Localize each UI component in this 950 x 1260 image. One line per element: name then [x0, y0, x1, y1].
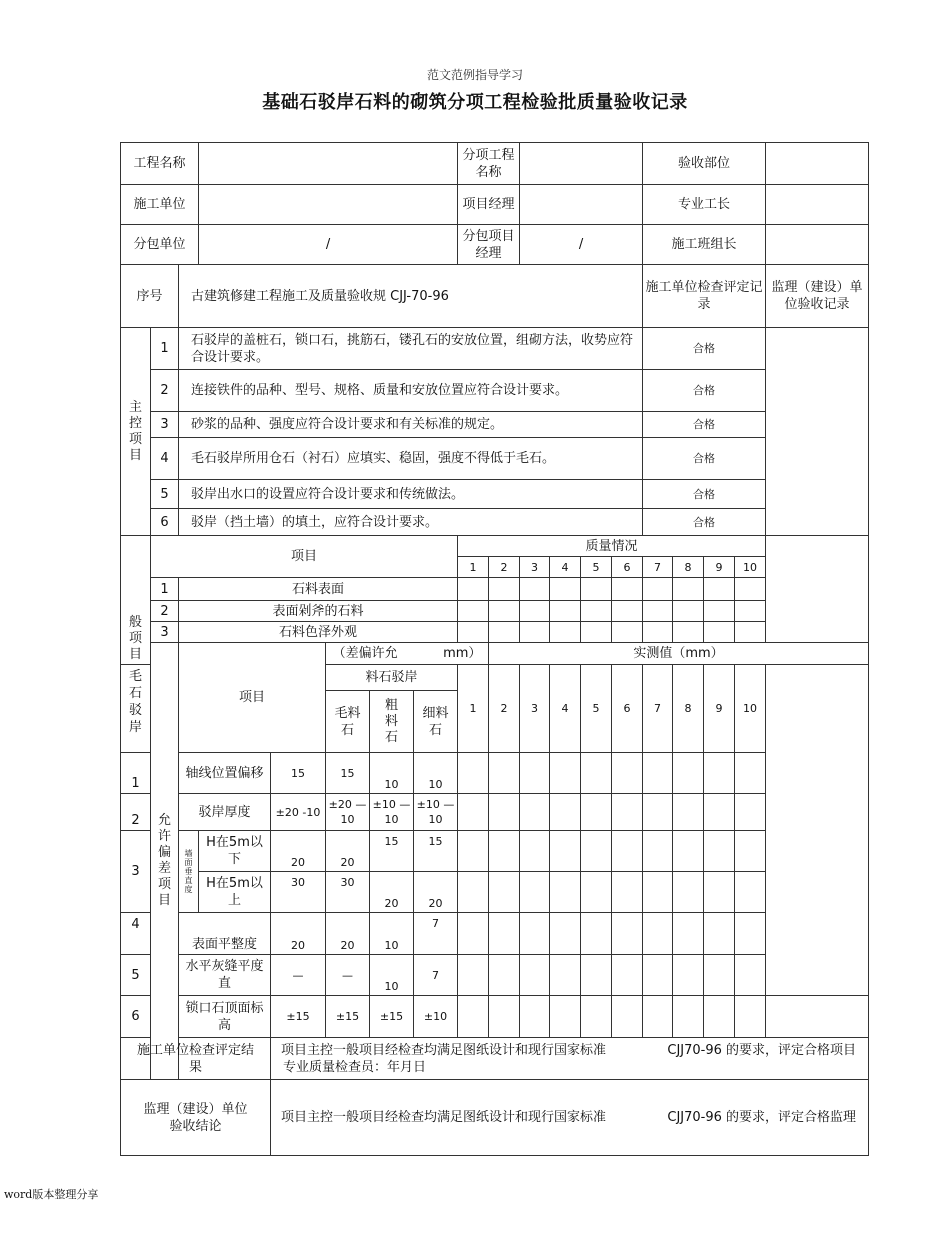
- team-leader-value[interactable]: [766, 225, 869, 265]
- measured-header: 实测值（mm）: [489, 643, 869, 665]
- main-item-result[interactable]: 合格: [643, 328, 766, 370]
- deviation-row-name: H在5m以下: [199, 831, 271, 872]
- quality-col: 2: [489, 557, 520, 578]
- measured-cell[interactable]: [612, 794, 643, 831]
- measured-cell[interactable]: [735, 831, 766, 872]
- measured-cell[interactable]: [458, 913, 489, 955]
- measured-cell[interactable]: [735, 872, 766, 913]
- quality-cell[interactable]: [704, 578, 735, 601]
- measured-cell[interactable]: [704, 996, 735, 1038]
- quality-col: 8: [673, 557, 704, 578]
- general-supervision-cell[interactable]: [766, 536, 869, 643]
- measured-cell[interactable]: [612, 753, 643, 794]
- main-item-no: 4: [151, 438, 179, 480]
- measured-cell[interactable]: [520, 831, 550, 872]
- quality-cell[interactable]: [550, 578, 581, 601]
- allow-value: ±15: [370, 996, 414, 1038]
- measured-cell[interactable]: [520, 955, 550, 996]
- sub-project-value[interactable]: [520, 143, 643, 185]
- supervision-result-label: 监理（建设）单位验收结论: [121, 1080, 271, 1156]
- main-item-text: 砂浆的品种、强度应符合设计要求和有关标准的规定。: [179, 412, 643, 438]
- measured-col: 10: [735, 665, 766, 753]
- allow-value: 15: [370, 831, 414, 872]
- quality-cell[interactable]: [489, 601, 520, 622]
- quality-cell[interactable]: [673, 601, 704, 622]
- construction-unit-value[interactable]: [199, 185, 458, 225]
- measured-col: 4: [550, 665, 581, 753]
- main-item-no: 2: [151, 370, 179, 412]
- main-item-result[interactable]: 合格: [643, 438, 766, 480]
- measured-cell[interactable]: [520, 913, 550, 955]
- quality-cell[interactable]: [581, 622, 612, 643]
- deviation-label: 允许偏差项目: [151, 643, 179, 1080]
- quality-cell[interactable]: [612, 578, 643, 601]
- quality-col: 4: [550, 557, 581, 578]
- measured-cell[interactable]: [643, 831, 673, 872]
- allow-value: ±20 -10: [271, 794, 326, 831]
- subcontractor-label: 分包单位: [121, 225, 199, 265]
- deviation-row-no: 1: [121, 753, 151, 794]
- quality-cell[interactable]: [612, 601, 643, 622]
- measured-cell[interactable]: [550, 996, 581, 1038]
- page-title: 基础石驳岸石料的砌筑分项工程检验批质量验收记录: [262, 92, 688, 113]
- allow-value: ±10 —10: [414, 794, 458, 831]
- quality-cell[interactable]: [489, 622, 520, 643]
- seq-header: 序号: [121, 265, 179, 328]
- measured-col: 7: [643, 665, 673, 753]
- measured-cell[interactable]: [520, 872, 550, 913]
- measured-cell[interactable]: [489, 831, 520, 872]
- quality-cell[interactable]: [489, 578, 520, 601]
- allow-value: 20: [370, 872, 414, 913]
- measured-cell[interactable]: [581, 913, 612, 955]
- team-leader-label: 施工班组长: [643, 225, 766, 265]
- stone-group-header: 料石驳岸: [326, 665, 458, 691]
- quality-cell[interactable]: [581, 578, 612, 601]
- quality-cell[interactable]: [520, 578, 550, 601]
- measured-cell[interactable]: [520, 794, 550, 831]
- deviation-row-name: H在5m以上: [199, 872, 271, 913]
- measured-col: 5: [581, 665, 612, 753]
- main-item-result[interactable]: 合格: [643, 370, 766, 412]
- quality-col: 10: [735, 557, 766, 578]
- quality-col: 9: [704, 557, 735, 578]
- measured-cell[interactable]: [489, 996, 520, 1038]
- deviation-row-no: 5: [121, 955, 151, 996]
- measured-cell[interactable]: [735, 913, 766, 955]
- allow-value: 7: [414, 913, 458, 955]
- measured-cell[interactable]: [704, 913, 735, 955]
- measured-col: 2: [489, 665, 520, 753]
- general-label: 般项目: [121, 536, 151, 665]
- main-item-text: 石驳岸的盖桩石，锁口石，挑筋石，镂孔石的安放位置，组砌方法，收势应符合设计要求。: [179, 328, 643, 370]
- measured-cell[interactable]: [612, 996, 643, 1038]
- general-item-no: 2: [151, 601, 179, 622]
- allow-value: 30: [326, 872, 370, 913]
- allow-value: 20: [271, 831, 326, 872]
- allow-value: 20: [326, 913, 370, 955]
- measured-cell[interactable]: [489, 955, 520, 996]
- measured-cell[interactable]: [550, 831, 581, 872]
- quality-cell[interactable]: [550, 601, 581, 622]
- quality-col: 7: [643, 557, 673, 578]
- measured-cell[interactable]: [735, 955, 766, 996]
- height-group-label: 墙面垂直度: [179, 831, 199, 913]
- measured-cell[interactable]: [550, 794, 581, 831]
- project-name-value[interactable]: [199, 143, 458, 185]
- measured-cell[interactable]: [735, 753, 766, 794]
- measured-cell[interactable]: [735, 794, 766, 831]
- subcontractor-value[interactable]: /: [199, 225, 458, 265]
- main-item-text: 毛石驳岸所用仓石（衬石）应填实、稳固，强度不得低于毛石。: [179, 438, 643, 480]
- main-item-text: 驳岸出水口的设置应符合设计要求和传统做法。: [179, 480, 643, 509]
- measured-cell[interactable]: [704, 955, 735, 996]
- quality-cell[interactable]: [458, 578, 489, 601]
- general-item-no: 3: [151, 622, 179, 643]
- measured-cell[interactable]: [643, 753, 673, 794]
- measured-cell[interactable]: [673, 794, 704, 831]
- quality-cell[interactable]: [735, 601, 766, 622]
- footer-note: word版本整理分享: [4, 1188, 99, 1201]
- general-item-header: 项目: [151, 536, 458, 578]
- construction-result-label: 施工单位检查评定结果: [121, 1038, 271, 1080]
- main-control-label: 主控项目: [121, 328, 151, 536]
- measured-cell[interactable]: [673, 996, 704, 1038]
- allow-value: 20: [326, 831, 370, 872]
- measured-cell[interactable]: [550, 955, 581, 996]
- main-item-no: 5: [151, 480, 179, 509]
- measured-cell[interactable]: [489, 753, 520, 794]
- allow-value: —: [326, 955, 370, 996]
- deviation-supervision-tail[interactable]: [766, 996, 869, 1038]
- main-supervision-cell[interactable]: [766, 328, 869, 536]
- general-item-text: 表面剁斧的石料: [179, 601, 458, 622]
- foreman-value[interactable]: [766, 185, 869, 225]
- rough-stone-header: 毛料石: [326, 691, 370, 753]
- quality-cell[interactable]: [643, 601, 673, 622]
- quality-cell[interactable]: [704, 601, 735, 622]
- measured-cell[interactable]: [550, 872, 581, 913]
- quality-col: 3: [520, 557, 550, 578]
- standard-header: 古建筑修建工程施工及质量验收规 CJJ-70-96: [179, 265, 643, 328]
- measured-cell[interactable]: [489, 913, 520, 955]
- main-item-result[interactable]: 合格: [643, 412, 766, 438]
- quality-col: 1: [458, 557, 489, 578]
- deviation-row-no: 4: [121, 913, 151, 955]
- project-name-label: 工程名称: [121, 143, 199, 185]
- allow-value: 15: [414, 831, 458, 872]
- measured-col: 8: [673, 665, 704, 753]
- allow-value: 10: [370, 753, 414, 794]
- measured-cell[interactable]: [550, 913, 581, 955]
- deviation-row-name: 轴线位置偏移: [179, 753, 271, 794]
- allow-header: （差偏许允 mm）: [326, 643, 489, 665]
- project-manager-label: 项目经理: [458, 185, 520, 225]
- measured-col: 3: [520, 665, 550, 753]
- measured-cell[interactable]: [704, 794, 735, 831]
- measured-cell[interactable]: [550, 753, 581, 794]
- measured-col: 1: [458, 665, 489, 753]
- measured-cell[interactable]: [643, 913, 673, 955]
- allow-value: 30: [271, 872, 326, 913]
- measured-cell[interactable]: [581, 753, 612, 794]
- quality-cell[interactable]: [581, 601, 612, 622]
- measured-cell[interactable]: [704, 753, 735, 794]
- quality-cell[interactable]: [643, 622, 673, 643]
- deviation-item-header: 项目: [179, 643, 326, 753]
- measured-cell[interactable]: [489, 872, 520, 913]
- measured-cell[interactable]: [612, 913, 643, 955]
- measured-cell[interactable]: [643, 955, 673, 996]
- inspection-record-table: [120, 142, 869, 1156]
- construction-result-text: 项目主控一般项目经检查均满足图纸设计和现行国家标准 CJJ70-96 的要求，评定合格项目 专业质量检查员：年月日: [271, 1038, 869, 1080]
- measured-cell[interactable]: [612, 831, 643, 872]
- measured-cell[interactable]: [520, 753, 550, 794]
- measured-cell[interactable]: [489, 794, 520, 831]
- quality-cell[interactable]: [458, 601, 489, 622]
- main-item-no: 6: [151, 509, 179, 536]
- quality-cell[interactable]: [643, 578, 673, 601]
- foreman-label: 专业工长: [643, 185, 766, 225]
- quality-cell[interactable]: [520, 622, 550, 643]
- measured-col: 9: [704, 665, 735, 753]
- measured-cell[interactable]: [458, 794, 489, 831]
- allow-value: ±15: [271, 996, 326, 1038]
- measured-cell[interactable]: [673, 753, 704, 794]
- quality-cell[interactable]: [550, 622, 581, 643]
- general-item-no: 1: [151, 578, 179, 601]
- measured-cell[interactable]: [643, 794, 673, 831]
- fine-stone-header: 细料石: [414, 691, 458, 753]
- allow-value: 10: [414, 753, 458, 794]
- quality-cell[interactable]: [704, 622, 735, 643]
- quality-cell[interactable]: [673, 578, 704, 601]
- allow-value: ±10 —10: [370, 794, 414, 831]
- sub-manager-value[interactable]: /: [520, 225, 643, 265]
- quality-cell[interactable]: [458, 622, 489, 643]
- allow-value: 7: [414, 955, 458, 996]
- sub-manager-label: 分包项目经理: [458, 225, 520, 265]
- measured-cell[interactable]: [612, 955, 643, 996]
- quality-header: 质量情况: [458, 536, 766, 557]
- measured-cell[interactable]: [458, 831, 489, 872]
- measured-cell[interactable]: [581, 955, 612, 996]
- allow-value: 15: [326, 753, 370, 794]
- check-record-header: 施工单位检查评定记录: [643, 265, 766, 328]
- rubble-header: 毛石驳岸: [121, 665, 151, 753]
- general-item-text: 石料表面: [179, 578, 458, 601]
- measured-cell[interactable]: [735, 996, 766, 1038]
- deviation-row-no: 6: [121, 996, 151, 1038]
- quality-cell[interactable]: [612, 622, 643, 643]
- measured-cell[interactable]: [673, 872, 704, 913]
- main-item-result[interactable]: 合格: [643, 509, 766, 536]
- measured-cell[interactable]: [458, 955, 489, 996]
- deviation-row-no: 3: [121, 831, 151, 913]
- measured-cell[interactable]: [673, 831, 704, 872]
- measured-cell[interactable]: [643, 872, 673, 913]
- construction-unit-label: 施工单位: [121, 185, 199, 225]
- quality-col: 5: [581, 557, 612, 578]
- measured-cell[interactable]: [673, 955, 704, 996]
- supervision-result-text: 项目主控一般项目经检查均满足图纸设计和现行国家标准 CJJ70-96 的要求，评定合格监理: [271, 1080, 869, 1156]
- measured-cell[interactable]: [581, 872, 612, 913]
- quality-cell[interactable]: [735, 578, 766, 601]
- main-item-result[interactable]: 合格: [643, 480, 766, 509]
- general-item-text: 石料色泽外观: [179, 622, 458, 643]
- main-item-no: 3: [151, 412, 179, 438]
- allow-value: ±15: [326, 996, 370, 1038]
- deviation-row-no: 2: [121, 794, 151, 831]
- header-subtitle: 范文范例指导学习: [426, 68, 523, 82]
- allow-value: ±10: [414, 996, 458, 1038]
- deviation-row-name: 驳岸厚度: [179, 794, 271, 831]
- measured-cell[interactable]: [458, 996, 489, 1038]
- supervision-header: 监理（建设）单位验收记录: [766, 265, 869, 328]
- coarse-stone-header: 粗料石: [370, 691, 414, 753]
- allow-value: 15: [271, 753, 326, 794]
- measured-cell[interactable]: [612, 872, 643, 913]
- sub-project-label: 分项工程名称: [458, 143, 520, 185]
- measured-cell[interactable]: [673, 913, 704, 955]
- quality-cell[interactable]: [520, 601, 550, 622]
- measured-cell[interactable]: [458, 753, 489, 794]
- allow-value: —: [271, 955, 326, 996]
- main-item-text: 连接铁件的品种、型号、规格、质量和安放位置应符合设计要求。: [179, 370, 643, 412]
- deviation-row-name: 锁口石顶面标高: [179, 996, 271, 1038]
- quality-cell[interactable]: [673, 622, 704, 643]
- allow-value: ±20 —10: [326, 794, 370, 831]
- measured-cell[interactable]: [704, 831, 735, 872]
- measured-cell[interactable]: [581, 794, 612, 831]
- project-manager-value[interactable]: [520, 185, 643, 225]
- measured-cell[interactable]: [458, 872, 489, 913]
- measured-cell[interactable]: [581, 996, 612, 1038]
- main-item-no: 1: [151, 328, 179, 370]
- acceptance-part-label: 验收部位: [643, 143, 766, 185]
- measured-col: 6: [612, 665, 643, 753]
- measured-cell[interactable]: [581, 831, 612, 872]
- allow-value: 20: [271, 913, 326, 955]
- quality-col: 6: [612, 557, 643, 578]
- deviation-row-name: 表面平整度: [179, 913, 271, 955]
- allow-value: 10: [370, 913, 414, 955]
- measured-cell[interactable]: [643, 996, 673, 1038]
- measured-cell[interactable]: [704, 872, 735, 913]
- deviation-row-name: 水平灰缝平度直: [179, 955, 271, 996]
- acceptance-part-value[interactable]: [766, 143, 869, 185]
- measured-cell[interactable]: [520, 996, 550, 1038]
- quality-cell[interactable]: [735, 622, 766, 643]
- main-item-text: 驳岸（挡土墙）的填土，应符合设计要求。: [179, 509, 643, 536]
- allow-value: 20: [414, 872, 458, 913]
- allow-value: 10: [370, 955, 414, 996]
